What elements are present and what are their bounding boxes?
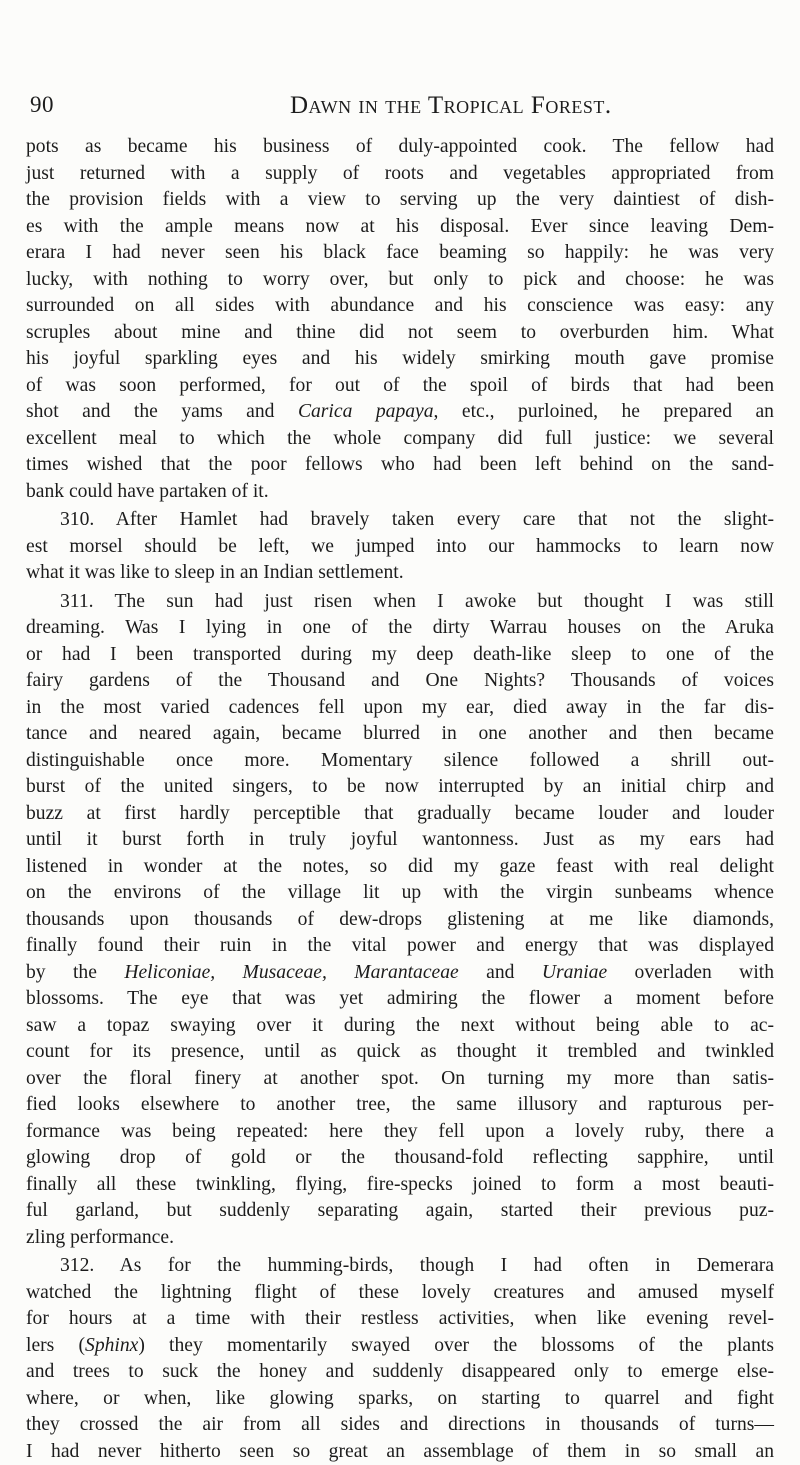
text-line: what it was like to sleep in an Indian settlement. xyxy=(26,560,774,587)
text-line: excellent meal to which the whole company did full justice: we several xyxy=(26,426,774,453)
text-line: for hours at a time with their restless activities, when like evening revel- xyxy=(26,1306,774,1333)
text-line: es with the ample means now at his disposal. Ever since leaving Dem- xyxy=(26,214,774,241)
text-line: the provision fields with a view to serving up the very daintiest of dish- xyxy=(26,187,774,214)
text-line: 310. After Hamlet had bravely taken every care that not the slight- xyxy=(26,507,774,534)
body-text xyxy=(26,134,774,1465)
text-line: est morsel should be left, we jumped into our hammocks to learn now xyxy=(26,534,774,561)
text-line: over the floral finery at another spot. On turning my more than satis- xyxy=(26,1066,774,1093)
text-line: pots as became his business of duly-appointed cook. The fellow had xyxy=(26,134,774,161)
page-number: 90 xyxy=(30,92,54,118)
text-line: just returned with a supply of roots and vegetables appropriated from xyxy=(26,161,774,188)
text-line: or had I been transported during my deep death-like sleep to one of the xyxy=(26,642,774,669)
text-line: fairy gardens of the Thousand and One Nights? Thousands of voices xyxy=(26,668,774,695)
text-line: on the environs of the village lit up with the virgin sunbeams whence xyxy=(26,880,774,907)
text-line: surrounded on all sides with abundance and his conscience was easy: any xyxy=(26,293,774,320)
paragraph xyxy=(26,134,774,505)
running-head xyxy=(26,80,774,124)
text-line: buzz at first hardly perceptible that gradually became louder and louder xyxy=(26,801,774,828)
text-line: listened in wonder at the notes, so did my gaze feast with real delight xyxy=(26,854,774,881)
text-line: shot and the yams and Carica papaya, etc., purloined, he prepared an xyxy=(26,399,774,426)
text-line: his joyful sparkling eyes and his widely smirking mouth gave promise xyxy=(26,346,774,373)
text-line: finally found their ruin in the vital power and energy that was displayed xyxy=(26,933,774,960)
text-line: watched the lightning flight of these lovely creatures and amused myself xyxy=(26,1280,774,1307)
text-line: blossoms. The eye that was yet admiring the flower a moment before xyxy=(26,986,774,1013)
text-line: finally all these twinkling, flying, fire-specks joined to form a most beauti- xyxy=(26,1172,774,1199)
text-line: in the most varied cadences fell upon my ear, died away in the far dis- xyxy=(26,695,774,722)
text-line: and trees to suck the honey and suddenly disappeared only to emerge else- xyxy=(26,1359,774,1386)
text-line: lers (Sphinx) they momentarily swayed over the blossoms of the plants xyxy=(26,1333,774,1360)
text-line: glowing drop of gold or the thousand-fold reflecting sapphire, until xyxy=(26,1145,774,1172)
running-title: Dawn in the Tropical Forest. xyxy=(290,92,612,120)
text-line: thousands upon thousands of dew-drops glistening at me like diamonds, xyxy=(26,907,774,934)
text-line: I had never hitherto seen so great an assemblage of them in so small an xyxy=(26,1439,774,1465)
book-page xyxy=(26,80,774,1465)
text-line: ful garland, but suddenly separating again, started their previous puz- xyxy=(26,1198,774,1225)
text-line: times wished that the poor fellows who had been left behind on the sand- xyxy=(26,452,774,479)
text-line: bank could have partaken of it. xyxy=(26,479,774,506)
text-line: by the Heliconiae, Musaceae, Marantaceae and Uraniae overladen with xyxy=(26,960,774,987)
text-line: saw a topaz swaying over it during the next without being able to ac- xyxy=(26,1013,774,1040)
text-line: of was soon performed, for out of the spoil of birds that had been xyxy=(26,373,774,400)
text-line: burst of the united singers, to be now interrupted by an initial chirp and xyxy=(26,774,774,801)
text-line: formance was being repeated: here they fell upon a lovely ruby, there a xyxy=(26,1119,774,1146)
text-line: erara I had never seen his black face beaming so happily: he was very xyxy=(26,240,774,267)
text-line: 311. The sun had just risen when I awoke but thought I was still xyxy=(26,589,774,616)
text-line: fied looks elsewhere to another tree, the same illusory and rapturous per- xyxy=(26,1092,774,1119)
text-line: distinguishable once more. Momentary silence followed a shrill out- xyxy=(26,748,774,775)
paragraph xyxy=(26,1253,774,1465)
paragraph xyxy=(26,589,774,1252)
text-line: dreaming. Was I lying in one of the dirty Warrau houses on the Aruka xyxy=(26,615,774,642)
text-line: they crossed the air from all sides and directions in thousands of turns— xyxy=(26,1412,774,1439)
text-line: scruples about mine and thine did not seem to overburden him. What xyxy=(26,320,774,347)
text-line: where, or when, like glowing sparks, on starting to quarrel and fight xyxy=(26,1386,774,1413)
text-line: zling performance. xyxy=(26,1225,774,1252)
text-line: lucky, with nothing to worry over, but only to pick and choose: he was xyxy=(26,267,774,294)
text-line: until it burst forth in truly joyful wantonness. Just as my ears had xyxy=(26,827,774,854)
text-line: 312. As for the humming-birds, though I had often in Demerara xyxy=(26,1253,774,1280)
text-line: tance and neared again, became blurred in one another and then became xyxy=(26,721,774,748)
paragraph xyxy=(26,507,774,587)
text-line: count for its presence, until as quick as thought it trembled and twinkled xyxy=(26,1039,774,1066)
